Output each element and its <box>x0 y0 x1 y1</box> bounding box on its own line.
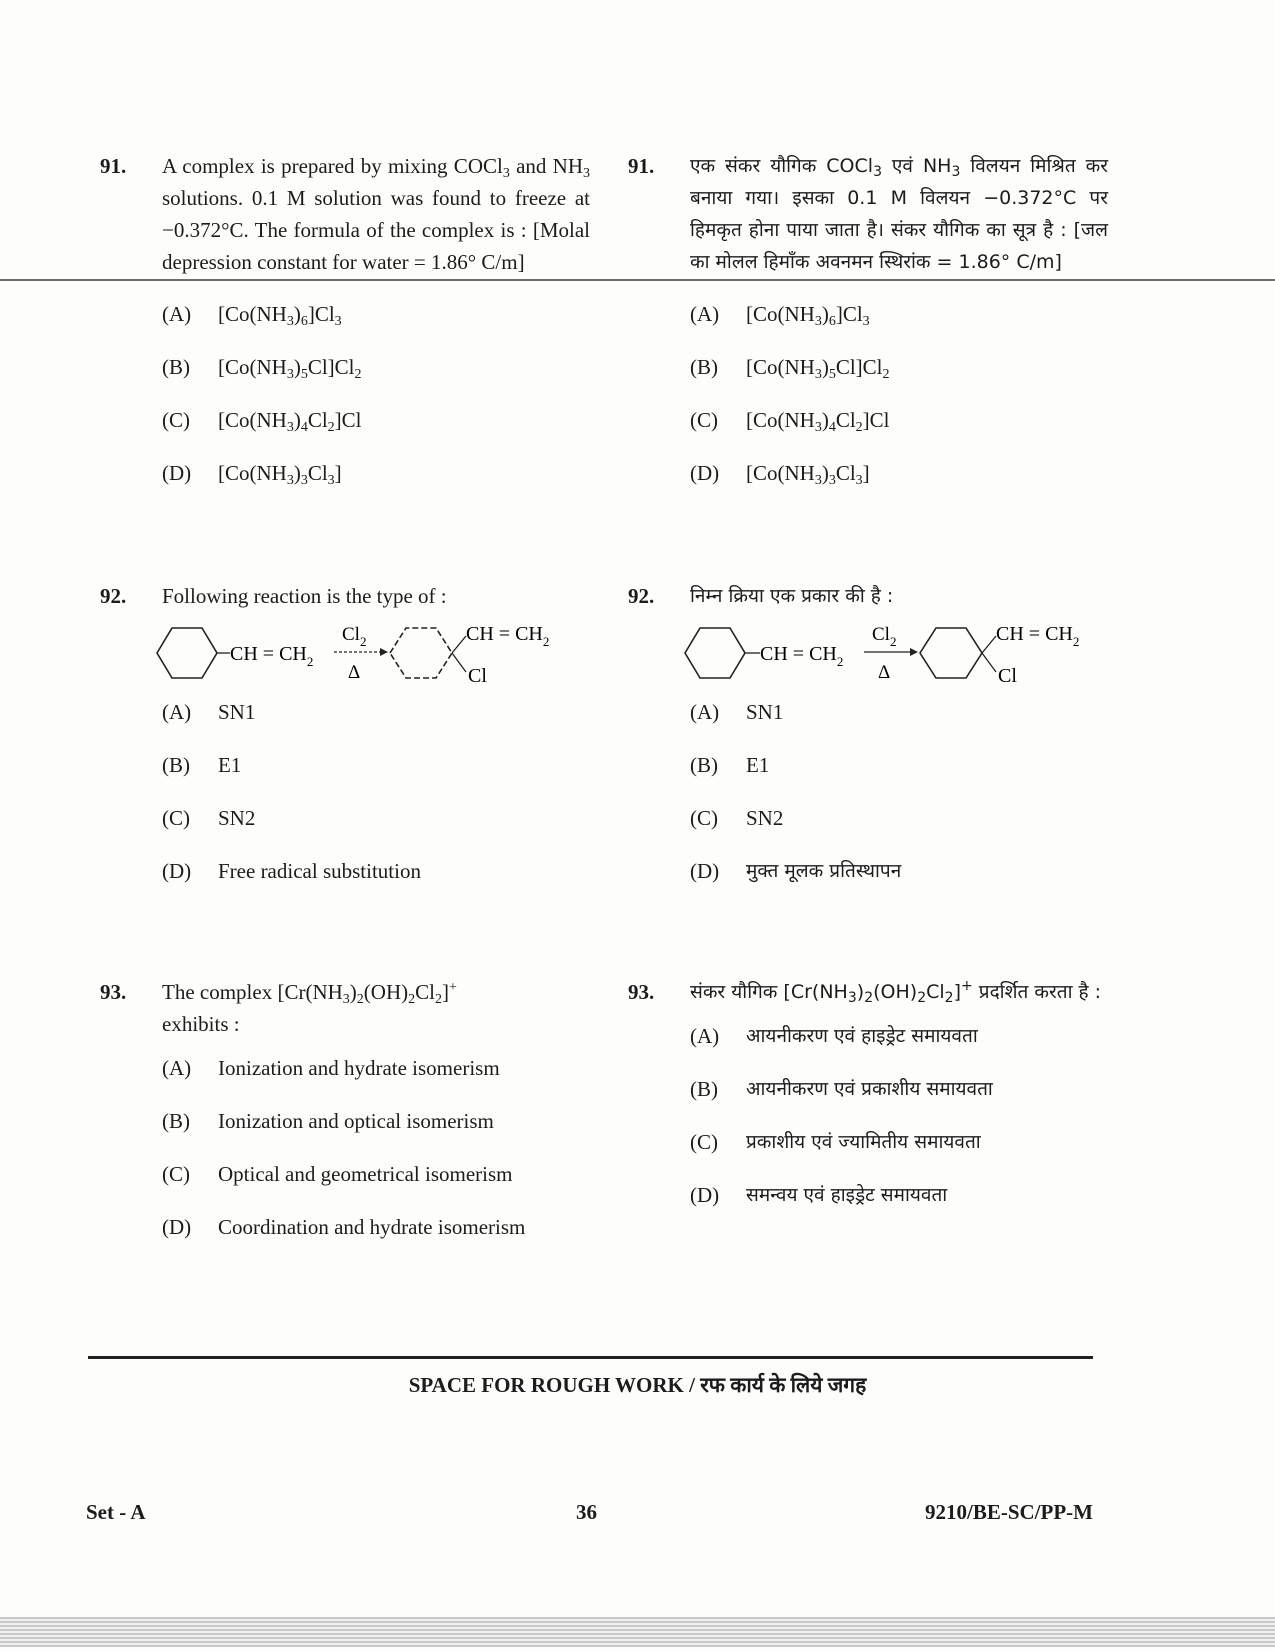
option-a[interactable]: (A) आयनीकरण एवं हाइड्रेट समायवता <box>690 1024 978 1048</box>
option-d[interactable]: (D) Free radical substitution <box>162 859 421 883</box>
reactant-group: CH = $CH_2$ <box>230 643 314 669</box>
option-d[interactable]: (D) $[Co(NH_3)_3Cl_3]$ <box>690 461 870 488</box>
hindi-column <box>628 150 1108 1350</box>
option-b[interactable]: (B) Ionization and optical isomerism <box>162 1109 494 1133</box>
question-stem: Following reaction is the type of : <box>162 584 447 608</box>
question-91-en <box>100 150 590 510</box>
option-a[interactable]: (A) $[Co(NH_3)_6]Cl_3$ <box>162 302 342 329</box>
option-b[interactable]: (B) $[Co(NH_3)_5Cl]Cl_2$ <box>690 355 890 382</box>
options <box>690 696 1108 908</box>
condition: Δ <box>348 662 361 683</box>
rough-work-divider <box>88 1356 1093 1359</box>
question-91-hi <box>628 150 1108 510</box>
option-b[interactable]: (B) E1 <box>690 753 770 777</box>
question-stem: एक संकर यौगिक COCl$_3$ एवं $NH_3$ विलयन मिश्रित कर बनाया गया। इसका 0.1 M विलयन −0.372°C पर हिमकृत होना पाया जाता है। संकर यौगिक का सूत्र है : [जल का मोलल हिमाँक अवनमन स्थिरांक = 1.86° C/m] <box>690 155 1108 273</box>
reaction-diagram <box>152 618 592 688</box>
question-93-en <box>100 976 590 1264</box>
product-substituent: Cl <box>468 665 487 687</box>
option-b[interactable]: (B) $[Co(NH_3)_5Cl]Cl_2$ <box>162 355 362 382</box>
product-group: CH = $CH_2$ <box>466 623 550 649</box>
product-group: CH = $CH_2$ <box>996 623 1080 649</box>
question-number: 91. <box>628 154 655 178</box>
option-d[interactable]: (D) मुक्त मूलक प्रतिस्थापन <box>690 859 902 883</box>
question-number: 93. <box>628 980 655 1004</box>
option-b[interactable]: (B) आयनीकरण एवं प्रकाशीय समायवता <box>690 1077 993 1101</box>
options <box>690 298 1108 510</box>
option-c[interactable]: (C) SN2 <box>690 806 784 830</box>
option-d[interactable]: (D) Coordination and hydrate isomerism <box>162 1215 526 1239</box>
options <box>162 696 590 908</box>
question-stem: A complex is prepared by mixing COCl$_3$ and $NH_3$ solutions. 0.1 M solution was found to freeze at −0.372°C. The formula of the complex is : [Molal depression constant for water = 1.86° C/m] <box>162 154 590 274</box>
condition: Δ <box>878 662 891 683</box>
page-number: 36 <box>576 1500 597 1524</box>
option-a[interactable]: (A) SN1 <box>162 700 256 724</box>
reactant-group: CH = $CH_2$ <box>760 643 844 669</box>
option-c[interactable]: (C) SN2 <box>162 806 256 830</box>
options <box>690 1020 1108 1232</box>
reaction-diagram <box>680 618 1120 688</box>
option-c[interactable]: (C) प्रकाशीय एवं ज्यामितीय समायवता <box>690 1130 981 1154</box>
benzene-ring-reactant <box>157 628 217 678</box>
option-c[interactable]: (C) $[Co(NH_3)_4Cl_2]Cl$ <box>690 408 890 435</box>
question-number: 91. <box>100 154 127 178</box>
question-number: 92. <box>628 584 655 608</box>
question-number: 92. <box>100 584 127 608</box>
paper-code: 9210/BE-SC/PP-M <box>925 1500 1093 1524</box>
question-stem: The complex $[Cr(NH_3)_2(OH)_2Cl_2]^+$ exhibits : <box>162 980 457 1036</box>
option-d[interactable]: (D) $[Co(NH_3)_3Cl_3]$ <box>162 461 342 488</box>
cyclohexane-ring-product <box>920 628 982 678</box>
question-stem: संकर यौगिक $[Cr(NH_3)_2(OH)_2Cl_2]^+$ प्रदर्शित करता है : <box>690 978 1102 1006</box>
rough-work-label: SPACE FOR ROUGH WORK / रफ कार्य के लिये जगह <box>408 1373 867 1397</box>
option-a[interactable]: (A) $[Co(NH_3)_6]Cl_3$ <box>690 302 870 329</box>
reagent: $Cl_2$ <box>872 624 897 649</box>
option-a[interactable]: (A) Ionization and hydrate isomerism <box>162 1056 500 1080</box>
option-b[interactable]: (B) E1 <box>162 753 242 777</box>
set-label: Set - A <box>86 1500 146 1524</box>
options <box>162 1052 590 1264</box>
english-column <box>100 150 590 1350</box>
option-a[interactable]: (A) SN1 <box>690 700 784 724</box>
option-d[interactable]: (D) समन्वय एवं हाइड्रेट समायवता <box>690 1183 948 1207</box>
reagent: $Cl_2$ <box>342 624 367 649</box>
product-substituent: Cl <box>998 665 1017 687</box>
question-92-hi <box>628 580 1108 908</box>
options <box>162 298 590 510</box>
option-c[interactable]: (C) Optical and geometrical isomerism <box>162 1162 513 1186</box>
question-number: 93. <box>100 980 127 1004</box>
question-stem: निम्न क्रिया एक प्रकार की है : <box>690 585 894 607</box>
option-c[interactable]: (C) $[Co(NH_3)_4Cl_2]Cl$ <box>162 408 362 435</box>
question-92-en <box>100 580 590 908</box>
benzene-ring-reactant <box>685 628 745 678</box>
cyclohexane-ring-product <box>390 628 452 678</box>
question-93-hi <box>628 976 1108 1232</box>
scan-border <box>0 1617 1275 1647</box>
